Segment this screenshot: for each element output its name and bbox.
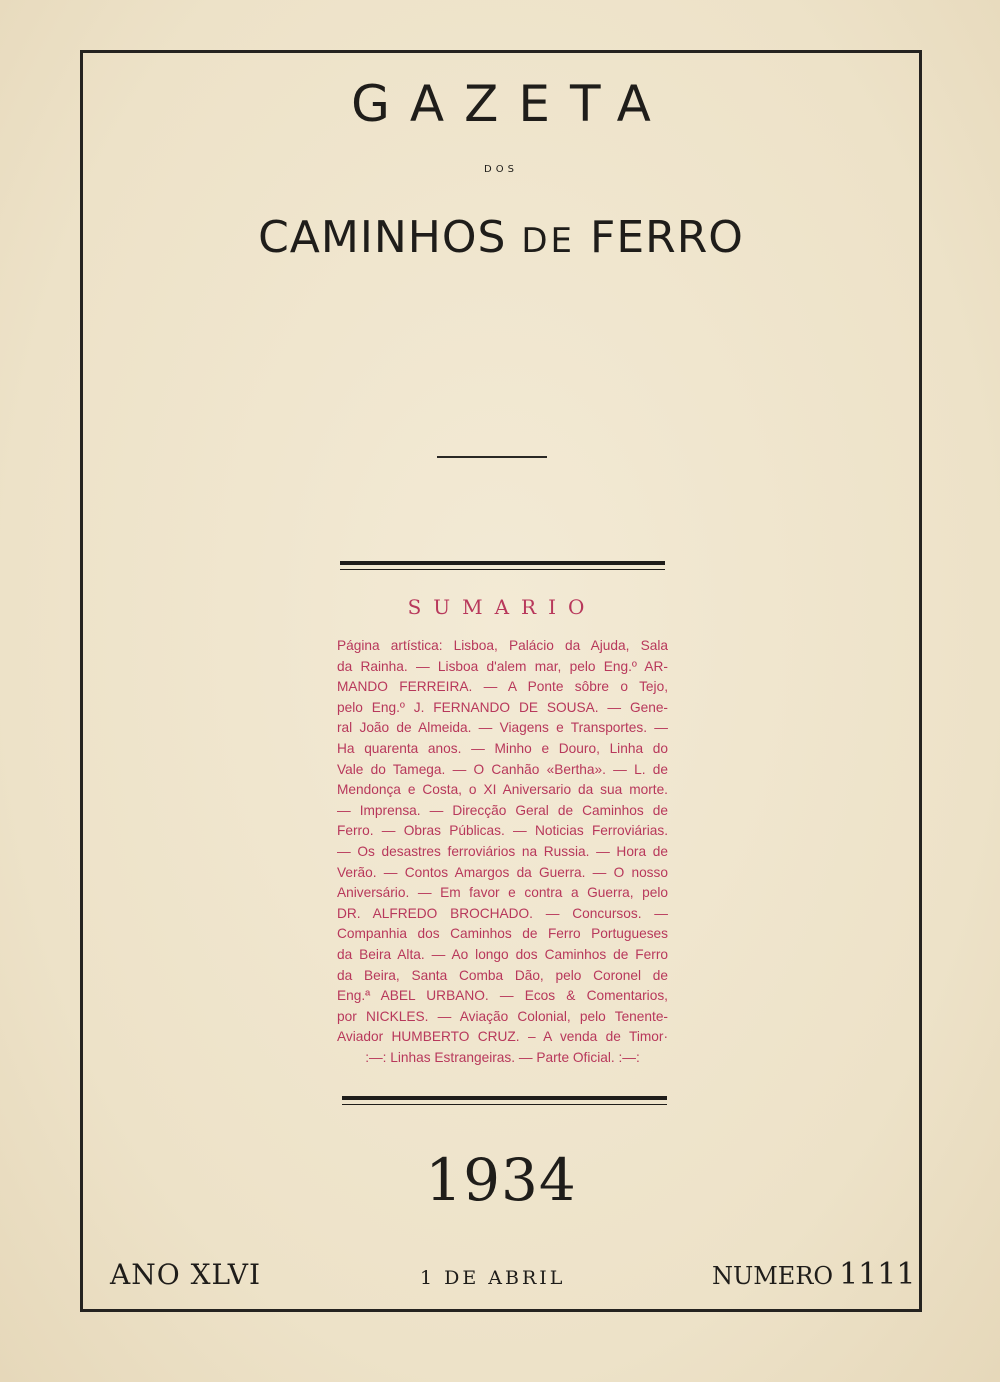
integrada-line-2 — [80, 362, 922, 376]
issue-volume: ANO XLVI — [110, 1258, 262, 1291]
subtitle-line-1 — [80, 285, 922, 305]
sumario-line: — Imprensa. — Direcção Geral de Caminhos de — [337, 802, 668, 818]
sumario-line: da Rainha. — Lisboa d'alem mar, pelo Eng.º AR- — [337, 658, 668, 674]
sumario-line: :—: Linhas Estrangeiras. — Parte Oficial. :—: — [365, 1049, 640, 1065]
sumario-line: da Beira, Santa Comba Dão, pelo Coronel de — [337, 967, 668, 983]
issue-number-label: NUMERO — [712, 1262, 834, 1290]
delegate-spain — [80, 466, 922, 484]
masthead-title-caminhos-de-ferro — [80, 198, 922, 281]
issue-number-value: 1111 — [839, 1257, 916, 1292]
sumario-line: pelo Eng.º J. FERNANDO DE SOUSA. — Gene- — [337, 699, 668, 715]
issue-year: 1934 — [425, 1146, 577, 1214]
awards-line-1 — [80, 414, 922, 429]
issue-number — [712, 1255, 915, 1296]
integrada-line-1 — [80, 342, 922, 356]
sumario-line: Eng.ª ABEL URBANO. — Ecos & Comentarios, — [337, 988, 668, 1004]
double-rule-top — [340, 561, 665, 570]
sumario-line: da Beira Alta. — Ao longo dos Caminhos de Ferro — [337, 946, 668, 962]
awards-line-2 — [80, 431, 922, 446]
sumario-line: Verão. — Contos Amargos da Guerra. — O nosso — [337, 864, 668, 880]
delegate-porto — [80, 483, 922, 501]
masthead-de: DE — [521, 221, 576, 261]
sumario-line: por NICKLES. — Aviação Colonial, pelo Tenente- — [337, 1008, 668, 1024]
awards-heading — [80, 387, 922, 407]
sumario-line: DR. ALFREDO BROCHADO. — Concursos. — — [337, 905, 668, 921]
masthead-caminhos: CAMINHOS — [258, 212, 522, 263]
issue-date: 1 DE ABRIL — [420, 1267, 566, 1289]
sumario-line: Mendonça e Costa, o XI Aniversario da sua morte. — [337, 782, 668, 798]
masthead-title-dos: DOS — [484, 164, 518, 175]
sumario-line: Ferro. — Obras Públicas. — Noticias Ferroviárias. — [337, 823, 668, 839]
sumario-line: ral João de Almeida. — Viagens e Transportes. — — [337, 720, 668, 736]
sumario-line: — Os desastres ferroviários na Russia. — Hora de — [337, 843, 668, 859]
sumario-contents — [337, 636, 668, 1068]
sumario-line: Página artística: Lisboa, Palácio da Ajuda, Sala — [337, 638, 668, 653]
sumario-line: Companhia dos Caminhos de Ferro Portugueses — [337, 926, 668, 942]
sumario-line: Aniversário. — Em favor e contra a Guerra, pelo — [337, 885, 668, 901]
double-rule-bottom — [342, 1096, 667, 1105]
subtitle-line-2 — [80, 312, 922, 332]
sumario-line: Ha quarenta anos. — Minho e Douro, Linha do — [337, 740, 668, 756]
sumario-title: SUMARIO — [407, 595, 597, 619]
masthead-title-gazeta: GAZETA — [351, 75, 671, 133]
sumario-line: Vale do Tamega. — O Canhão «Bertha». — L. de — [337, 761, 668, 777]
masthead-ferro: FERRO — [575, 212, 744, 263]
short-divider — [437, 456, 547, 458]
sumario-line: Aviador HUMBERTO CRUZ. – A venda de Timor· — [337, 1029, 668, 1045]
sumario-line: MANDO FERREIRA. — A Ponte sôbre o Tejo, — [337, 679, 668, 695]
